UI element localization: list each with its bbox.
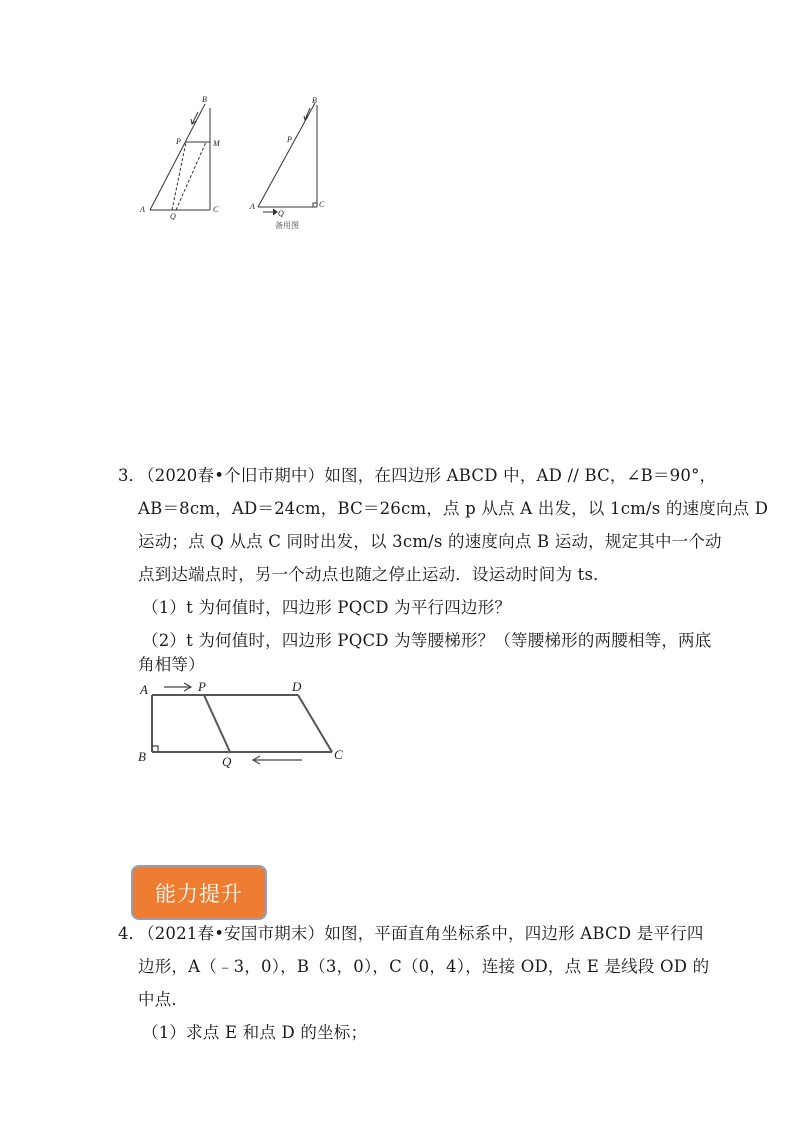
q4-part-1: （1）求点 E 和点 D 的坐标； <box>142 1023 368 1042</box>
fig2-label-q: Q <box>278 209 284 218</box>
figure-1-moving-points-triangle <box>132 90 232 220</box>
q4-line-2: 边形，A（﹣3，0），B（3，0），C（0，4），连接 OD，点 E 是线段 OD 的 <box>138 957 710 976</box>
fig2-label-a: A <box>250 202 255 211</box>
fig1-label-m: M <box>213 139 220 148</box>
q3-part-1: （1）t 为何值时，四边形 PQCD 为平行四边形？ <box>142 598 512 617</box>
fig1-label-q: Q <box>170 212 176 220</box>
q3-line-2: AB＝8cm，AD＝24cm，BC＝26cm，点 p 从点 A 出发，以 1cm/s 的速度向点 D <box>138 499 769 518</box>
q3-line-1: （2020春•个旧市期中）如图，在四边形 ABCD 中，AD // BC，∠B＝90°， <box>138 466 717 485</box>
q3-line-3: 运动；点 Q 从点 C 同时出发，以 3cm/s 的速度向点 B 运动，规定其中一个动 <box>138 532 722 551</box>
q4-line-3: 中点． <box>138 990 189 1009</box>
q3-label-c: C <box>334 747 343 762</box>
q3-line-4: 点到达端点时，另一个动点也随之停止运动．设运动时间为 ts． <box>138 565 610 584</box>
fig1-hypotenuse-ab <box>150 104 205 210</box>
q4-line-1: （2021春•安国市期末）如图，平面直角坐标系中，四边形 ABCD 是平行四 <box>138 924 704 943</box>
q4-number: 4． <box>118 924 145 943</box>
fig1-segment-pq <box>172 142 186 210</box>
q3-label-p: P <box>198 679 206 694</box>
q3-label-a: A <box>140 682 148 697</box>
fig2-bottom-arrow-head <box>273 209 277 215</box>
fig2-label-b: B <box>312 96 317 105</box>
fig1-label-c: C <box>213 205 219 214</box>
q3-label-d: D <box>292 679 302 694</box>
q3-side-dc <box>298 695 332 752</box>
q3-number: 3． <box>118 466 145 485</box>
fig2-label-c: C <box>319 200 325 209</box>
q3-segment-pq <box>204 695 230 752</box>
fig1-label-a: A <box>140 205 145 214</box>
fig1-label-p: P <box>176 137 181 146</box>
fig2-right-angle-mark <box>313 203 317 207</box>
section-badge-ability-improvement: 能力提升 <box>131 865 267 920</box>
fig2-label-p: P <box>287 135 292 144</box>
q3-part-2-cont: 角相等） <box>138 655 205 674</box>
q3-trapezoid-figure <box>134 676 356 772</box>
figure-2-backup-triangle <box>245 90 345 240</box>
fig1-label-b: B <box>202 95 207 104</box>
q3-label-b: B <box>138 749 146 764</box>
fig2-caption: 备用图 <box>275 221 299 230</box>
q3-part-2: （2）t 为何值时，四边形 PQCD 为等腰梯形？（等腰梯形的两腰相等，两底 <box>142 631 712 650</box>
q3-label-q: Q <box>222 754 232 769</box>
